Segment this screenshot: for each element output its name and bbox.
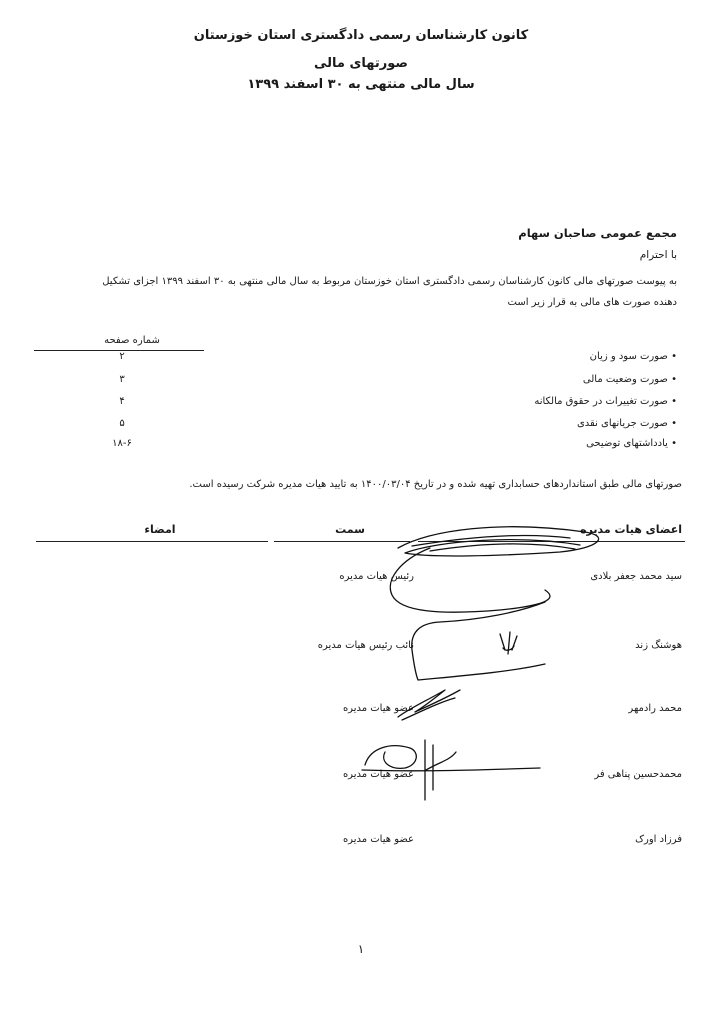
addressee: مجمع عمومی صاحبان سهام bbox=[518, 226, 677, 240]
member-position: عضو هیات مدیره bbox=[342, 834, 414, 845]
toc-item-page: ۳ bbox=[119, 374, 125, 385]
member-position: نائب رئیس هیات مدیره bbox=[317, 640, 414, 651]
signature-stroke bbox=[390, 548, 550, 612]
member-position: رئیس هیات مدیره bbox=[339, 571, 414, 582]
toc-item-page: ۲ bbox=[119, 351, 125, 362]
toc-item-label: • صورت سود و زیان bbox=[590, 351, 677, 362]
signature-stroke bbox=[412, 536, 575, 551]
toc-item-label: • صورت تغییرات در حقوق مالکانه bbox=[534, 396, 677, 407]
signature-stroke bbox=[365, 746, 416, 769]
signature-stroke bbox=[425, 740, 456, 800]
member-name: هوشنگ زند bbox=[635, 640, 682, 651]
signature-header: امضاء bbox=[144, 523, 176, 536]
member-name: سید محمد جعفر بلادی bbox=[590, 571, 682, 582]
member-position: عضو هیات مدیره bbox=[342, 703, 414, 714]
toc-item-label: • یادداشتهای توضیحی bbox=[586, 438, 677, 449]
member-position: عضو هیات مدیره bbox=[342, 769, 414, 780]
fiscal-period: سال مالی منتهی به ۳۰ اسفند ۱۳۹۹ bbox=[247, 77, 475, 92]
signature-stroke bbox=[500, 632, 517, 654]
member-name: محمد رادمهر bbox=[628, 703, 682, 714]
position-header: سمت bbox=[335, 523, 365, 536]
greeting: با احترام bbox=[639, 249, 677, 261]
toc-item-page: ۱۸-۶ bbox=[112, 438, 132, 449]
header-rule bbox=[418, 541, 685, 542]
header-rule bbox=[36, 541, 268, 542]
header-rule bbox=[274, 541, 410, 542]
member-name: محمدحسین پناهی فر bbox=[594, 769, 682, 780]
report-title: صورتهای مالی bbox=[314, 56, 408, 71]
intro-paragraph: به پیوست صورتهای مالی کانون کارشناسان رسمی دادگستری استان خوزستان مربوط به سال مالی منتهی به ۳۰ اسفند ۱۳۹۹ اجزای تشکیل دهنده صورت های مالی به قرار زیر است bbox=[102, 276, 677, 308]
organization-title: کانون کارشناسان رسمی دادگستری استان خوزستان bbox=[193, 28, 529, 43]
approval-statement: صورتهای مالی طبق استانداردهای حسابداری تهیه شده و در تاریخ ۱۴۰۰/۰۳/۰۴ به تایید هیات مدیره شرکت رسیده است. bbox=[189, 479, 682, 490]
board-members-header: اعضای هیات مدیره bbox=[580, 523, 682, 536]
toc-item-label: • صورت جریانهای نقدی bbox=[577, 418, 677, 429]
toc-item-page: ۴ bbox=[119, 396, 125, 407]
toc-item-page: ۵ bbox=[119, 418, 125, 429]
toc-item-label: • صورت وضعیت مالی bbox=[583, 374, 677, 385]
signature-stroke bbox=[412, 602, 545, 680]
member-name: فرزاد اورک bbox=[635, 834, 682, 845]
page-number-header: شماره صفحه bbox=[104, 335, 160, 346]
page-number: ۱ bbox=[357, 942, 365, 956]
